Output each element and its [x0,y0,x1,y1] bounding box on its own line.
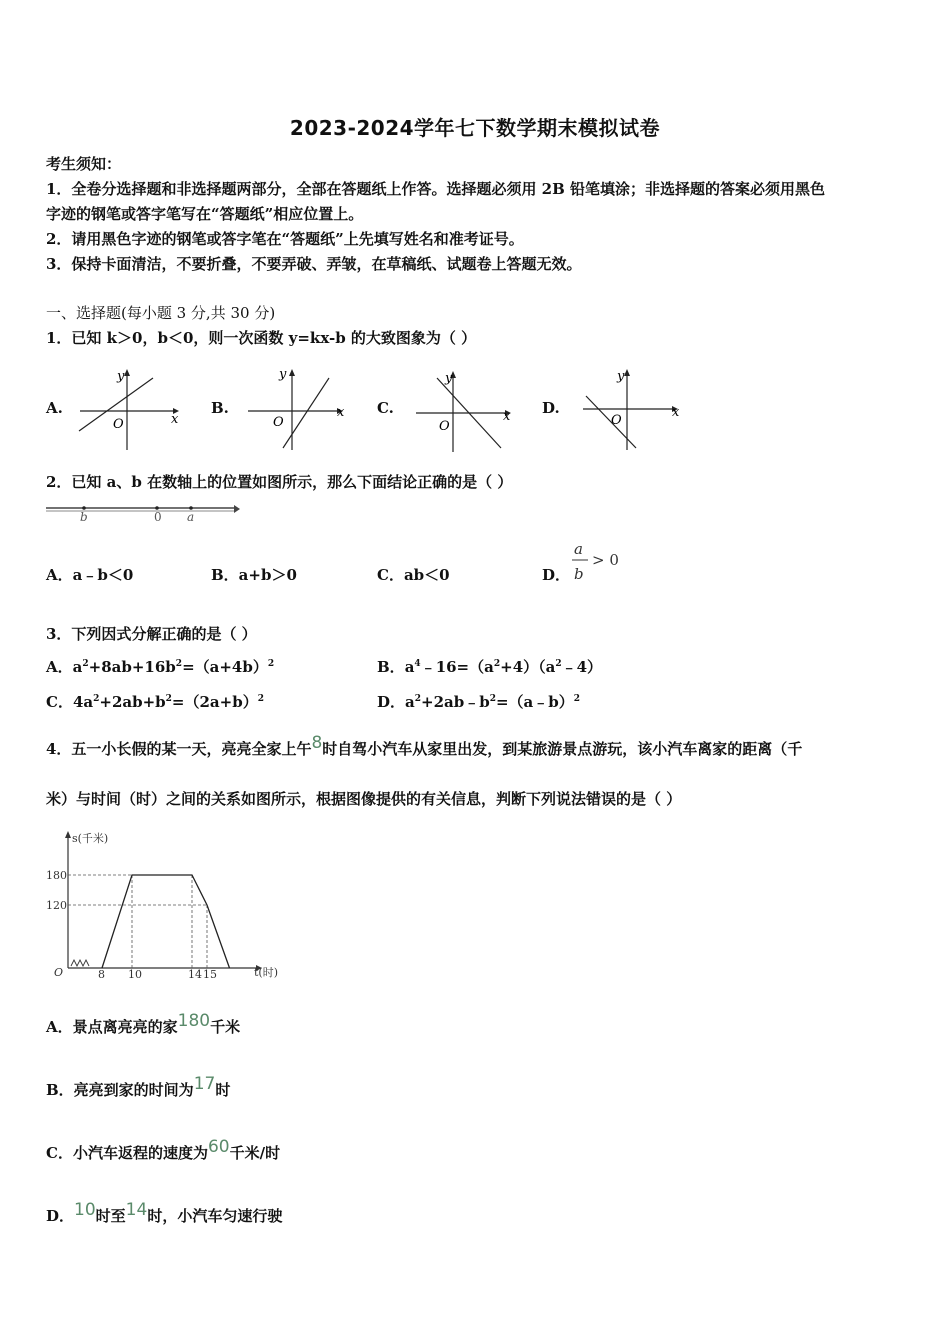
q2-option-c: C．ab＜0 [377,566,450,584]
x-axis-label: x [171,412,179,427]
question-3-stem: 3．下列因式分解正确的是（ ） [46,625,257,643]
q2-number-line [44,498,244,526]
q4-option-c: C．小汽车返程的速度为60千米/时 [46,1137,281,1162]
y-axis-label: y [117,369,125,384]
x-tick-label: 14 [188,968,202,981]
q1-graph-d [580,366,692,452]
notice-item: 1．全卷分选择题和非选择题两部分，全部在答题纸上作答。选择题必须用 2B 铅笔填涂；非选择题的答案必须用黑色 [46,180,826,198]
origin-label: O [273,415,284,430]
x-axis-label: x [672,405,680,420]
notice-heading: 考生须知： [46,155,122,173]
q1-option-c-label: C. [377,399,394,417]
q3-option-a: A．$a^2+8ab+16b^2=(a+4b)^2$ [46,658,275,676]
x-axis-label: t(时) [254,966,279,979]
notice-item: 2．请用黑色字迹的钢笔或答字笔在“答题纸”上先填写姓名和准考证号。 [46,230,524,248]
q1-graph-c [413,368,525,454]
origin-label: O [439,419,450,434]
section-heading: 一、选择题(每小题 3 分,共 30 分) [46,304,276,322]
q3-option-b: B．$a^4﹣16=(a^2+4)(a^2﹣4)$ [377,658,603,676]
question-2-stem: 2．已知 a、b 在数轴上的位置如图所示，那么下面结论正确的是（ ） [46,473,513,491]
q4-option-d: D．10时至14时，小汽车匀速行驶 [46,1200,283,1225]
fraction-relation: > 0 [592,551,619,569]
notice-item: 3．保持卡面清洁，不要折叠，不要弄破、弄皱，在草稿纸、试题卷上答题无效。 [46,255,582,273]
question-4-stem-line2: 米）与时间（时）之间的关系如图所示，根据图像提供的有关信息，判断下列说法错误的是（ ） [46,790,682,808]
x-axis-label: x [503,409,511,424]
q3-option-d: D．$a^2+2ab﹣b^2=(a﹣b)^2$ [377,693,581,711]
fraction-numerator: a [574,540,583,558]
q1-option-b-label: B. [211,399,229,417]
origin-label: O [113,417,124,432]
point-a-label: a [187,510,195,524]
q2-option-d: D． [542,566,571,584]
point-b-label: b [80,510,88,524]
x-tick-label: 15 [203,968,217,981]
x-axis-label: x [337,405,345,420]
x-tick-label: 8 [98,968,105,981]
axis-break-zigzag [71,960,89,966]
fraction-denominator: b [574,565,584,583]
y-axis-label: y [445,371,453,386]
q1-graph-a [75,366,187,452]
q3-option-c: C．$4a^2+2ab+b^2=(2a+b)^2$ [46,693,264,711]
zero-label: 0 [154,510,162,524]
x-tick-label: 10 [128,968,142,981]
q1-option-d-label: D. [542,399,560,417]
q4-option-b: B．亮亮到家的时间为17时 [46,1074,231,1099]
q2-option-d-fraction [568,538,628,586]
question-4-stem: 4．五一小长假的某一天，亮亮全家上午8时自驾小汽车从家里出发，到某旅游景点游玩，该小汽车离家的距离（千 [46,733,803,758]
distance-line [102,875,230,968]
y-axis-label: y [617,369,625,384]
origin-label: O [54,966,64,979]
q2-option-a: A．a﹣b＜0 [46,566,134,584]
y-tick-label: 120 [46,899,67,912]
question-1-stem: 1．已知 k＞0，b＜0，则一次函数 y=kx-b 的大致图象为（ ） [46,329,477,347]
page-title: 2023-2024学年七下数学期末模拟试卷 [289,116,661,140]
hour-value: 8 [311,733,323,753]
q2-option-b: B．a+b＞0 [211,566,297,584]
y-tick-label: 180 [46,869,67,882]
q1-graph-b [245,366,357,452]
y-axis-label: s(千米) [72,832,109,845]
origin-label: O [611,413,622,428]
q4-distance-time-graph [44,826,294,986]
q4-option-a: A．景点离亮亮的家180千米 [46,1011,241,1036]
y-axis-label: y [279,367,287,382]
notice-item: 字迹的钢笔或答字笔写在“答题纸”相应位置上。 [46,205,364,223]
q1-option-a-label: A. [46,399,63,417]
